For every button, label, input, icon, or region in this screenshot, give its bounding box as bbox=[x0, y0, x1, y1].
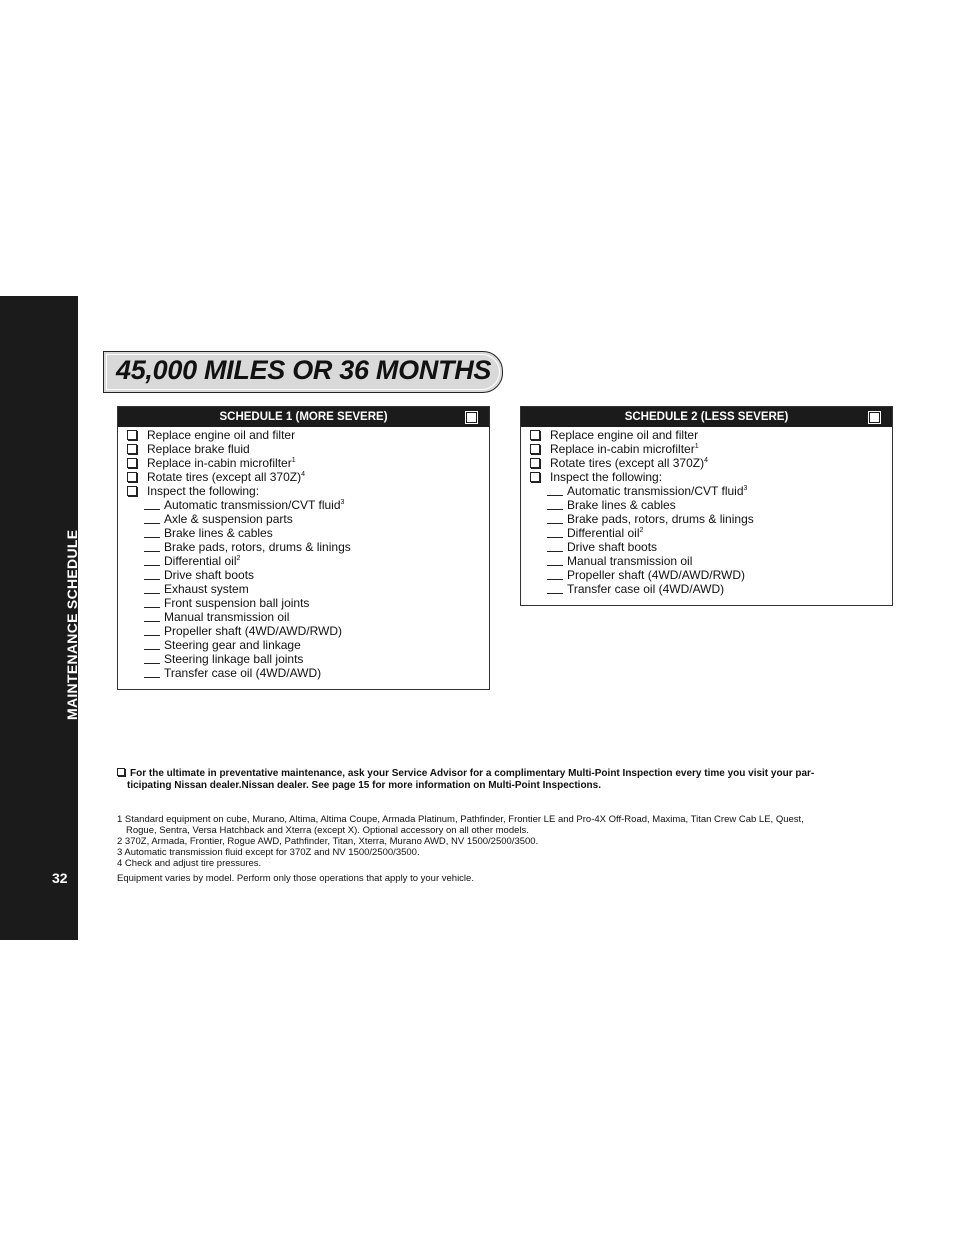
check-line[interactable] bbox=[144, 509, 160, 510]
check-line[interactable] bbox=[144, 565, 160, 566]
schedule-1-title: SCHEDULE 1 (MORE SEVERE) bbox=[219, 411, 388, 423]
section-label: MAINTENANCE SCHEDULE bbox=[64, 529, 80, 720]
item-label: Brake pads, rotors, drums & linings bbox=[567, 512, 754, 526]
footnote-ref: 2 bbox=[639, 527, 644, 534]
item-label: Replace engine oil and filter bbox=[550, 428, 699, 442]
inspect-item bbox=[118, 638, 489, 652]
inspect-item bbox=[521, 484, 892, 498]
note-line-2: ticipating Nissan dealer.Nissan dealer. See page 15 for more information on Multi-Point Inspections. bbox=[127, 780, 601, 791]
check-line[interactable] bbox=[144, 649, 160, 650]
footnote-2: 2 370Z, Armada, Frontier, Rogue AWD, Pathfinder, Titan, Xterra, Murano AWD, NV 1500/2500/3500. bbox=[117, 836, 539, 847]
item-label: Brake lines & cables bbox=[567, 498, 676, 512]
footnote-ref: 2 bbox=[236, 555, 241, 562]
checkbox[interactable] bbox=[127, 430, 137, 440]
checkbox[interactable] bbox=[127, 458, 137, 468]
inspect-item bbox=[118, 512, 489, 526]
inspect-item bbox=[521, 526, 892, 540]
item-label: Transfer case oil (4WD/AWD) bbox=[567, 582, 725, 596]
checklist-item bbox=[118, 456, 489, 470]
check-line[interactable] bbox=[144, 523, 160, 524]
check-line[interactable] bbox=[547, 495, 563, 496]
footnote-ref: 1 bbox=[291, 457, 296, 464]
item-label: Propeller shaft (4WD/AWD/RWD) bbox=[567, 568, 746, 582]
check-line[interactable] bbox=[144, 537, 160, 538]
footnotes bbox=[117, 814, 897, 869]
item-label: Transfer case oil (4WD/AWD) bbox=[164, 666, 322, 680]
check-line[interactable] bbox=[547, 565, 563, 566]
schedule-2-title: SCHEDULE 2 (LESS SEVERE) bbox=[624, 411, 789, 423]
footnote-ref: 1 bbox=[694, 443, 699, 450]
item-label: Rotate tires (except all 370Z) bbox=[550, 456, 705, 470]
schedule-2-heading bbox=[521, 407, 892, 427]
checkbox[interactable] bbox=[530, 472, 540, 482]
inspect-item bbox=[521, 568, 892, 582]
item-label: Propeller shaft (4WD/AWD/RWD) bbox=[164, 624, 343, 638]
schedule-2-checkbox[interactable] bbox=[868, 411, 881, 424]
inspect-item bbox=[521, 540, 892, 554]
check-line[interactable] bbox=[144, 607, 160, 608]
footnote-ref: 4 bbox=[301, 471, 305, 478]
inspect-item bbox=[521, 582, 892, 596]
footnote-ref: 3 bbox=[743, 485, 748, 492]
check-line[interactable] bbox=[547, 551, 563, 552]
schedule-1-checkbox[interactable] bbox=[465, 411, 478, 424]
item-label: Replace in-cabin microfilter bbox=[550, 442, 695, 456]
checkbox[interactable] bbox=[530, 444, 540, 454]
checklist-item bbox=[118, 442, 489, 456]
inspect-item bbox=[118, 498, 489, 512]
checklist-item bbox=[521, 428, 892, 442]
footnote-ref: 4 bbox=[704, 457, 708, 464]
footnote-3: 3 Automatic transmission fluid except for 370Z and NV 1500/2500/3500. bbox=[117, 847, 420, 858]
item-label: Manual transmission oil bbox=[164, 610, 290, 624]
check-line[interactable] bbox=[547, 523, 563, 524]
inspect-item bbox=[118, 526, 489, 540]
check-line[interactable] bbox=[547, 509, 563, 510]
page-number: 32 bbox=[52, 870, 68, 886]
check-line[interactable] bbox=[144, 677, 160, 678]
check-line[interactable] bbox=[547, 593, 563, 594]
inspect-item bbox=[118, 554, 489, 568]
schedule-2-panel bbox=[520, 406, 893, 606]
inspect-item bbox=[118, 582, 489, 596]
check-line[interactable] bbox=[144, 663, 160, 664]
checkbox[interactable] bbox=[530, 430, 540, 440]
item-label: Rotate tires (except all 370Z) bbox=[147, 470, 302, 484]
checklist-item bbox=[521, 456, 892, 470]
item-label: Replace brake fluid bbox=[147, 442, 250, 456]
inspect-item bbox=[521, 498, 892, 512]
note-line-1: For the ultimate in preventative maintenance, ask your Service Advisor for a complimentary Multi-Point Inspection every time you visit your par- bbox=[130, 768, 815, 779]
item-label: Automatic transmission/CVT fluid bbox=[567, 484, 744, 498]
checkbox[interactable] bbox=[530, 458, 540, 468]
check-line[interactable] bbox=[144, 593, 160, 594]
multi-point-note bbox=[117, 768, 887, 792]
item-label: Steering linkage ball joints bbox=[164, 652, 304, 666]
equipment-note: Equipment varies by model. Perform only those operations that apply to your vehicle. bbox=[117, 873, 474, 884]
item-label: Exhaust system bbox=[164, 582, 249, 596]
inspect-item bbox=[118, 652, 489, 666]
checklist-item bbox=[118, 484, 489, 498]
footnote-1-cont: Rogue, Sentra, Versa Hatchback and Xterra (except X). Optional accessory on all other models. bbox=[126, 825, 529, 836]
inspect-item bbox=[118, 624, 489, 638]
item-label: Differential oil bbox=[164, 554, 237, 568]
item-label: Axle & suspension parts bbox=[164, 512, 293, 526]
check-line[interactable] bbox=[144, 579, 160, 580]
item-label: Automatic transmission/CVT fluid bbox=[164, 498, 341, 512]
checklist-item bbox=[118, 428, 489, 442]
checkbox[interactable] bbox=[127, 444, 137, 454]
inspect-item bbox=[118, 568, 489, 582]
note-checkbox[interactable] bbox=[117, 768, 125, 776]
schedule-1-heading bbox=[118, 407, 489, 427]
check-line[interactable] bbox=[547, 537, 563, 538]
checkbox[interactable] bbox=[127, 486, 137, 496]
inspect-item bbox=[118, 596, 489, 610]
schedule-1-list bbox=[118, 427, 489, 680]
item-label: Drive shaft boots bbox=[567, 540, 658, 554]
checklist-item bbox=[118, 470, 489, 484]
check-line[interactable] bbox=[144, 551, 160, 552]
item-label: Differential oil bbox=[567, 526, 640, 540]
item-label: Steering gear and linkage bbox=[164, 638, 301, 652]
page-title: 45,000 MILES OR 36 MONTHS bbox=[116, 355, 492, 385]
item-label: Replace in-cabin microfilter bbox=[147, 456, 292, 470]
check-line[interactable] bbox=[144, 635, 160, 636]
item-label: Inspect the following: bbox=[550, 470, 663, 484]
checklist-item bbox=[521, 442, 892, 456]
checklist-item bbox=[521, 470, 892, 484]
inspect-item bbox=[118, 666, 489, 680]
inspect-item bbox=[118, 610, 489, 624]
item-label: Brake pads, rotors, drums & linings bbox=[164, 540, 351, 554]
checkbox[interactable] bbox=[127, 472, 137, 482]
schedule-1-panel bbox=[117, 406, 490, 690]
item-label: Replace engine oil and filter bbox=[147, 428, 296, 442]
item-label: Inspect the following: bbox=[147, 484, 260, 498]
inspect-item bbox=[521, 512, 892, 526]
item-label: Front suspension ball joints bbox=[164, 596, 310, 610]
item-label: Drive shaft boots bbox=[164, 568, 255, 582]
footnote-4: 4 Check and adjust tire pressures. bbox=[117, 858, 262, 869]
item-label: Brake lines & cables bbox=[164, 526, 273, 540]
inspect-item bbox=[118, 540, 489, 554]
footnote-ref: 3 bbox=[340, 499, 345, 506]
item-label: Manual transmission oil bbox=[567, 554, 693, 568]
inspect-item bbox=[521, 554, 892, 568]
footnote-1: 1 Standard equipment on cube, Murano, Altima, Altima Coupe, Armada Platinum, Pathfinder, Frontier LE and Pro-4X Off-Road, Maxima, Titan Crew Cab LE, Quest, bbox=[117, 814, 804, 825]
schedule-2-list bbox=[521, 427, 892, 596]
check-line[interactable] bbox=[144, 621, 160, 622]
check-line[interactable] bbox=[547, 579, 563, 580]
